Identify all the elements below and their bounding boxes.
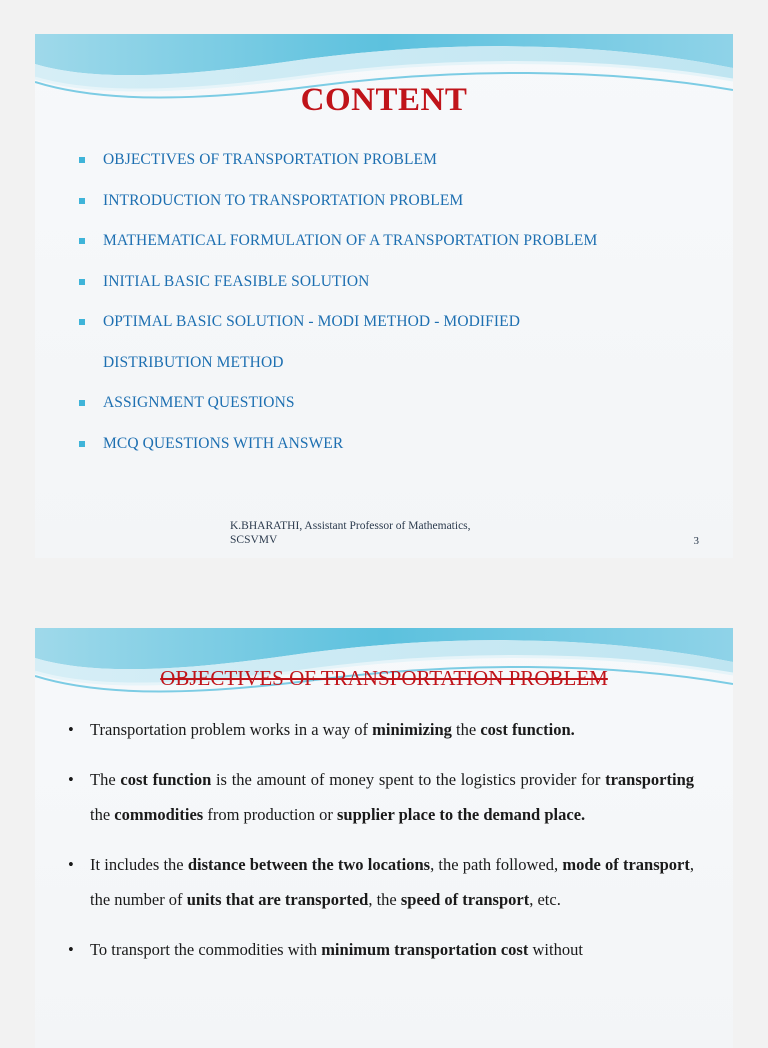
square-bullet-icon — [79, 319, 85, 325]
slide-objectives — [35, 628, 733, 1048]
text-run: without — [528, 939, 583, 959]
objectives-list — [68, 712, 694, 981]
list-item — [68, 932, 694, 968]
list-item — [79, 221, 709, 262]
text-run: , the path followed, — [430, 854, 563, 874]
list-item — [79, 424, 709, 465]
footer-institution: SCSVMV — [230, 534, 278, 546]
list-item — [68, 847, 694, 918]
text-run: Transportation problem works in a way of — [90, 720, 373, 739]
bold-text-run: cost function — [120, 769, 212, 789]
bullet-dot-icon: • — [68, 720, 74, 739]
square-bullet-icon — [79, 400, 85, 406]
list-item-label: INITIAL BASIC FEASIBLE SOLUTION — [103, 272, 370, 290]
text-run: the — [451, 720, 481, 739]
text-run: It includes the — [90, 854, 188, 874]
list-item-continuation — [79, 343, 709, 384]
bold-text-run: minimum transportation cost — [321, 939, 529, 959]
list-item-label: MCQ QUESTIONS WITH ANSWER — [103, 434, 344, 452]
bullet-dot-icon: • — [68, 854, 74, 874]
square-bullet-icon — [79, 238, 85, 244]
list-item-label: OPTIMAL BASIC SOLUTION - MODI METHOD - MODIFIED — [103, 313, 521, 330]
bold-text-run: commodities — [114, 805, 204, 824]
bold-text-run: mode of transport — [562, 854, 690, 874]
bold-text-run: transporting — [605, 769, 694, 789]
list-item-label: MATHEMATICAL FORMULATION OF A TRANSPORTATION PROBLEM — [103, 232, 598, 249]
bullet-dot-icon: • — [68, 939, 74, 959]
text-run: , the number of — [90, 854, 694, 909]
slide-content — [35, 34, 733, 558]
slide-footer — [230, 519, 471, 547]
bold-text-run: distance between the two locations — [187, 854, 431, 874]
page-number: 3 — [693, 535, 699, 547]
list-item — [79, 262, 709, 303]
list-item-label: INTRODUCTION TO TRANSPORTATION PROBLEM — [103, 191, 464, 209]
square-bullet-icon — [79, 441, 85, 447]
bold-text-run: supplier place to the demand place. — [337, 805, 586, 824]
square-bullet-icon — [79, 279, 85, 285]
text-run: from production or — [203, 805, 338, 824]
text-run: , the — [368, 890, 401, 909]
list-item — [68, 762, 694, 833]
bold-text-run: minimizing — [372, 720, 452, 739]
list-item-label: OBJECTIVES OF TRANSPORTATION PROBLEM — [103, 151, 438, 168]
slide-title: OBJECTIVES OF TRANSPORTATION PROBLEM — [160, 666, 608, 690]
bold-text-run: cost function. — [480, 720, 575, 739]
list-item — [79, 383, 709, 424]
list-item — [79, 181, 709, 222]
list-item-label: ASSIGNMENT QUESTIONS — [103, 394, 295, 411]
list-item — [68, 712, 694, 748]
text-run: the — [90, 805, 115, 824]
bullet-dot-icon: • — [68, 769, 74, 789]
list-item — [79, 302, 709, 343]
slide-title: CONTENT — [300, 82, 468, 118]
square-bullet-icon — [79, 157, 85, 163]
text-run: , etc. — [529, 890, 561, 909]
text-run: is the amount of money spent to the logistics provider for — [211, 769, 606, 789]
bold-text-run: units that are transported — [186, 890, 369, 909]
square-bullet-icon — [79, 198, 85, 204]
footer-author: K.BHARATHI, Assistant Professor of Mathematics, — [230, 520, 471, 532]
list-item — [79, 140, 709, 181]
bold-text-run: speed of transport — [400, 890, 530, 909]
content-list — [79, 140, 709, 464]
text-run: To transport the commodities with — [90, 939, 322, 959]
list-item-label: DISTRIBUTION METHOD — [103, 353, 284, 371]
text-run: The — [90, 769, 121, 789]
